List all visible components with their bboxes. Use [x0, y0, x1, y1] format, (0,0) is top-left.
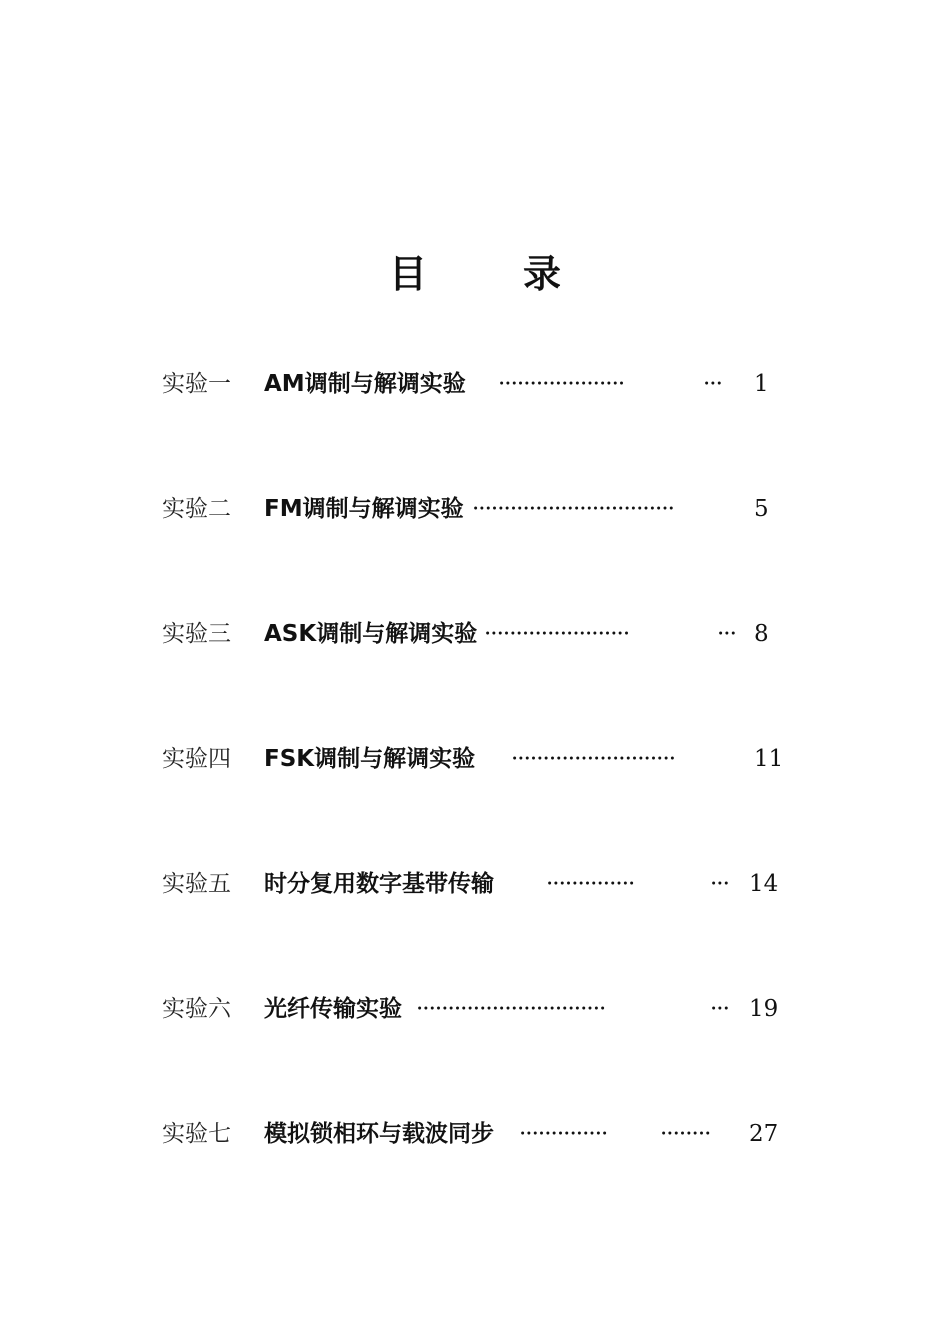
toc-entry-name: 光纤传输实验	[264, 996, 402, 1022]
toc-page-number: 27	[749, 1121, 779, 1147]
toc-leader-dots: ································	[472, 496, 674, 522]
toc-entry-name: 时分复用数字基带传输	[264, 871, 494, 897]
toc-page-number: 5	[754, 496, 769, 522]
toc-entry-label: 实验一	[162, 371, 231, 397]
toc-page-number: 14	[749, 871, 779, 897]
page-title	[0, 248, 950, 300]
toc-leader-dots: ······························	[416, 996, 606, 1022]
toc-entry-label: 实验七	[162, 1121, 231, 1147]
toc-entry-label: 实验四	[162, 746, 231, 772]
title-char-1: 目	[388, 252, 427, 296]
toc-leader-dots-extra: ···	[710, 871, 729, 897]
toc-entry-label: 实验二	[162, 496, 231, 522]
toc-leader-dots: ··············	[519, 1121, 608, 1147]
toc-leader-dots-extra: ········	[660, 1121, 711, 1147]
toc-entry-label: 实验五	[162, 871, 231, 897]
toc-entry-name: FSK调制与解调实验	[264, 746, 476, 772]
toc-page-number: 1	[754, 371, 769, 397]
toc-leader-dots: ····················	[498, 371, 625, 397]
toc-page-number: 19	[749, 996, 779, 1022]
toc-leader-dots: ··························	[511, 746, 676, 772]
toc-entry-name: AM调制与解调实验	[264, 371, 466, 397]
title-char-2: 录	[523, 252, 562, 296]
toc-entry-name: 模拟锁相环与载波同步	[264, 1121, 494, 1147]
toc-page-number: 8	[754, 621, 769, 647]
toc-leader-dots-extra: ···	[710, 996, 729, 1022]
toc-page-number: 11	[754, 746, 784, 772]
toc-leader-dots-extra: ···	[703, 371, 722, 397]
toc-entry-label: 实验三	[162, 621, 231, 647]
toc-entry-label: 实验六	[162, 996, 231, 1022]
toc-entry-name: FM调制与解调实验	[264, 496, 464, 522]
toc-entry-name: ASK调制与解调实验	[264, 621, 478, 647]
toc-leader-dots: ··············	[546, 871, 635, 897]
toc-leader-dots: ·······················	[484, 621, 630, 647]
toc-leader-dots-extra: ···	[717, 621, 736, 647]
